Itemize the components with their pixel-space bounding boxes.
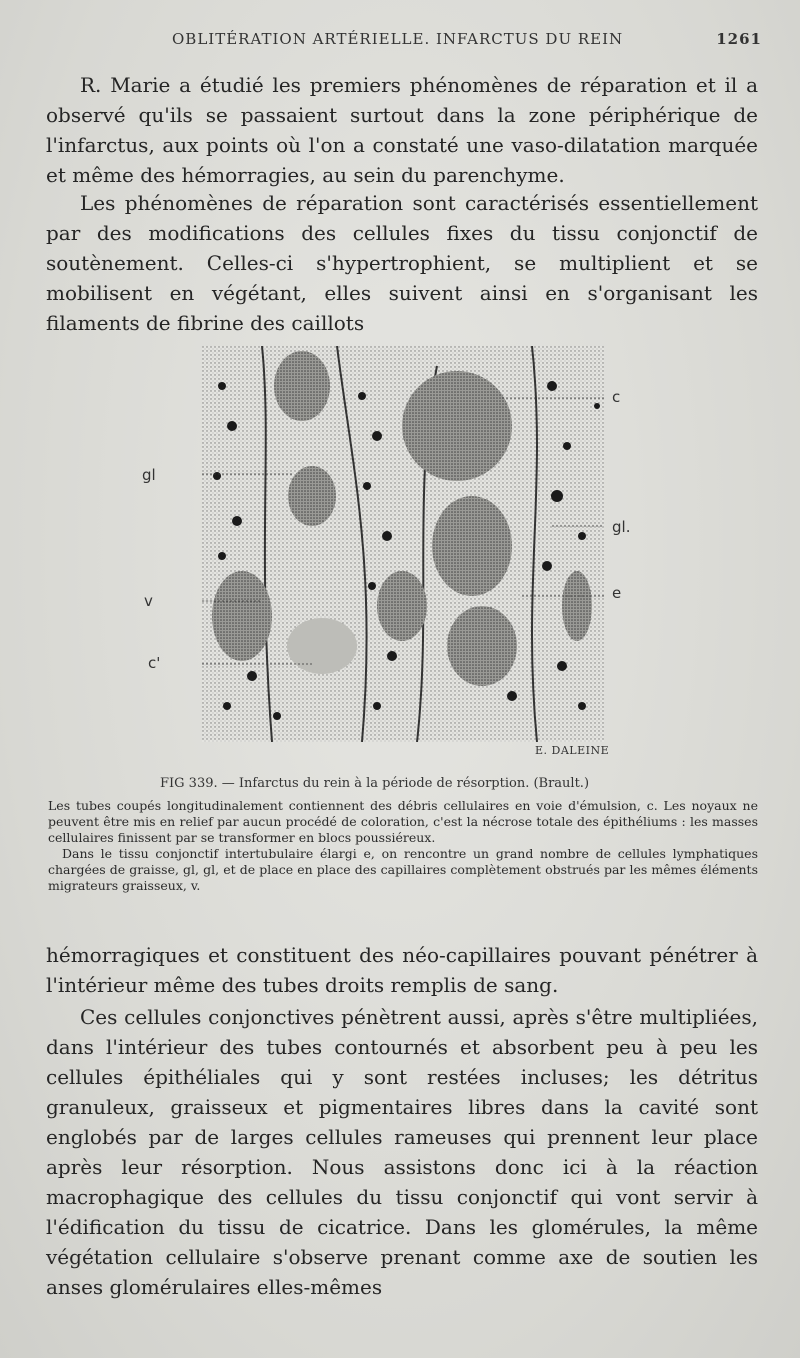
histology-illustration — [202, 346, 604, 742]
label-gl-left: gl — [142, 466, 156, 484]
figure-caption-body — [48, 798, 758, 894]
figure-339 — [140, 346, 660, 766]
tissue-background — [202, 346, 604, 742]
label-c: c — [612, 388, 621, 406]
page-number: 1261 — [716, 30, 762, 48]
label-c-prime: c' — [148, 654, 161, 672]
header-title: OBLITÉRATION ARTÉRIELLE. INFARCTUS DU REIN — [172, 30, 624, 48]
figure-caption-title: FIG 339. — Infarctus du rein à la période de résorption. (Brault.) — [160, 776, 590, 791]
label-gl-right: gl. — [612, 518, 631, 536]
label-v: v — [144, 592, 153, 610]
paragraph-3: hémorragiques et constituent des néo-capillaires pouvant pénétrer à l'intérieur même des tubes droits remplis de sang. — [46, 943, 758, 997]
paragraph-1: R. Marie a étudié les premiers phénomènes de réparation et il a observé qu'ils se passaient surtout dans la zone périphérique de l'infarctus, aux points où l'on a constaté une vaso-dilatation marquée et même des hémorragies, au sein du parenchyme. — [46, 73, 758, 187]
artist-signature: E. DALEINE — [535, 744, 610, 757]
label-e: e — [612, 584, 622, 602]
paragraph-2: Les phénomènes de réparation sont caractérisés essentiellement par des modifications des cellules fixes du tissu conjonctif de soutènement. Celles-ci s'hypertrophient, se multiplient et se mobilisent en végétant, elles suivent ainsi en s'organisant les filaments de fibrine des caillots — [46, 191, 758, 335]
caption-line-1: Les tubes coupés longitudinalement contiennent des débris cellulaires en voie d'émulsion, c. Les noyaux ne peuvent être mis en relief par aucun procédé de coloration, c'est la nécrose totale des épithéliums : les masses cellulaires finissent par se transformer en blocs poussiéreux. — [48, 798, 758, 845]
caption-line-2: Dans le tissu conjonctif intertubulaire élargi e, on rencontre un grand nombre de cellules lymphatiques chargées de graisse, gl, gl, et de place en place des capillaires complètement obstrués par les mêmes éléments migrateurs graisseux, v. — [48, 846, 758, 893]
running-header — [172, 30, 772, 54]
paragraph-4: Ces cellules conjonctives pénètrent aussi, après s'être multipliées, dans l'intérieur des tubes contournés et absorbent peu à peu les cellules épithéliales qui y sont restées incluses; les détritus granuleux, graisseux et pigmentaires libres dans la cavité sont englobés par de larges cellules rameuses qui prennent leur place après leur résorption. Nous assistons donc ici à la réaction macrophagique des cellules du tissu conjonctif qui vont servir à l'édification du tissu de cicatrice. Dans les glomérules, la même végétation cellulaire s'observe prenant comme axe de soutien les anses glomérulaires elles-mêmes — [46, 1005, 758, 1299]
